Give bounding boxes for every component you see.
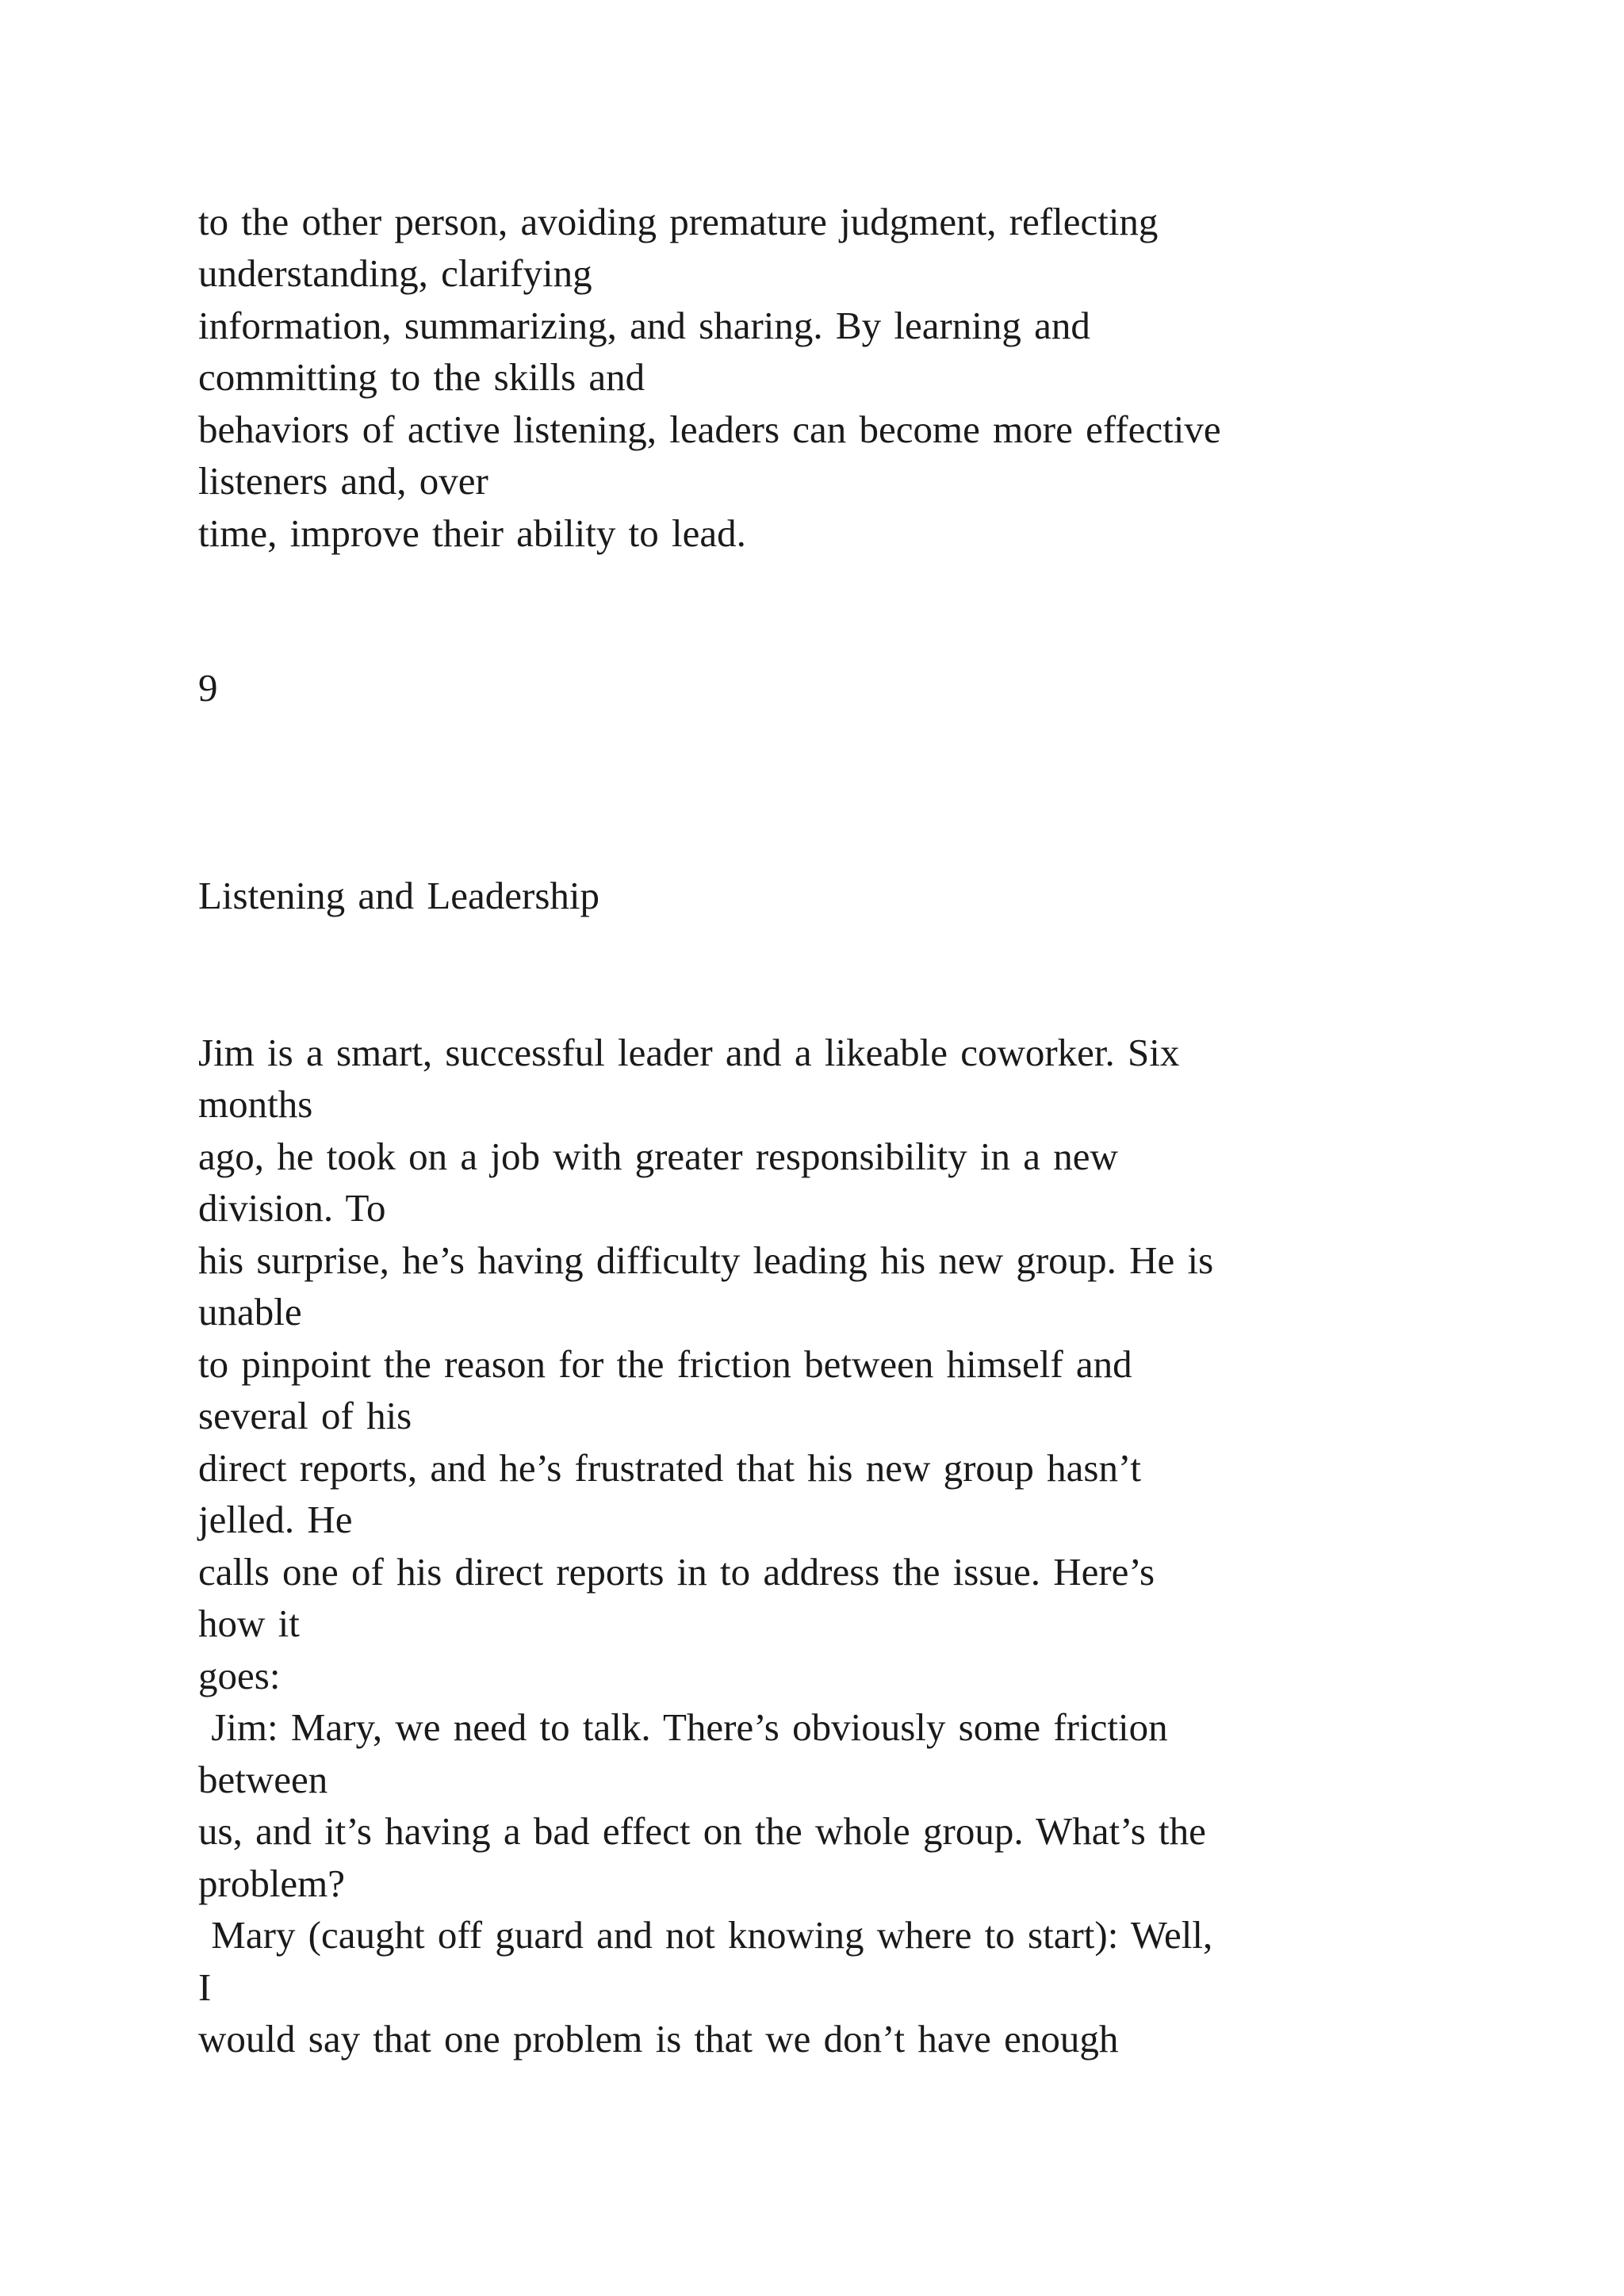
- body-line-15: between: [198, 1758, 328, 1801]
- intro-line-4: committing to the skills and: [198, 355, 645, 399]
- page-number: 9: [198, 666, 218, 710]
- body-line-17: problem?: [198, 1862, 346, 1905]
- body-line-1: Jim is a smart, successful leader and a likeable coworker. Six: [198, 1031, 1180, 1074]
- body-line-14: Jim: Mary, we need to talk. There’s obviously some friction: [198, 1705, 1168, 1749]
- body-line-6: unable: [198, 1290, 302, 1334]
- body-line-9: direct reports, and he’s frustrated that his new group hasn’t: [198, 1446, 1142, 1490]
- body-line-19: I: [198, 1965, 212, 2009]
- body-line-13: goes:: [198, 1654, 281, 1697]
- body-line-11: calls one of his direct reports in to address the issue. Here’s: [198, 1550, 1155, 1594]
- intro-line-2: understanding, clarifying: [198, 251, 592, 295]
- body-line-12: how it: [198, 1601, 300, 1645]
- body-line-10: jelled. He: [198, 1498, 353, 1541]
- intro-line-6: listeners and, over: [198, 459, 488, 503]
- intro-line-5: behaviors of active listening, leaders can become more effective: [198, 408, 1221, 451]
- body-line-2: months: [198, 1082, 313, 1126]
- intro-line-1: to the other person, avoiding premature judgment, reflecting: [198, 200, 1159, 243]
- intro-line-7: time, improve their ability to lead.: [198, 511, 746, 555]
- body-line-8: several of his: [198, 1394, 412, 1437]
- intro-line-3: information, summarizing, and sharing. By learning and: [198, 304, 1090, 347]
- section-title: Listening and Leadership: [198, 874, 600, 917]
- body-line-20: would say that one problem is that we don’t have enough: [198, 2017, 1119, 2061]
- body-line-5: his surprise, he’s having difficulty leading his new group. He is: [198, 1238, 1214, 1282]
- body-line-3: ago, he took on a job with greater responsibility in a new: [198, 1135, 1118, 1178]
- body-line-7: to pinpoint the reason for the friction between himself and: [198, 1342, 1132, 1386]
- body-line-16: us, and it’s having a bad effect on the whole group. What’s the: [198, 1809, 1206, 1853]
- body-line-18: Mary (caught off guard and not knowing where to start): Well,: [198, 1913, 1213, 1957]
- body-line-4: division. To: [198, 1186, 386, 1230]
